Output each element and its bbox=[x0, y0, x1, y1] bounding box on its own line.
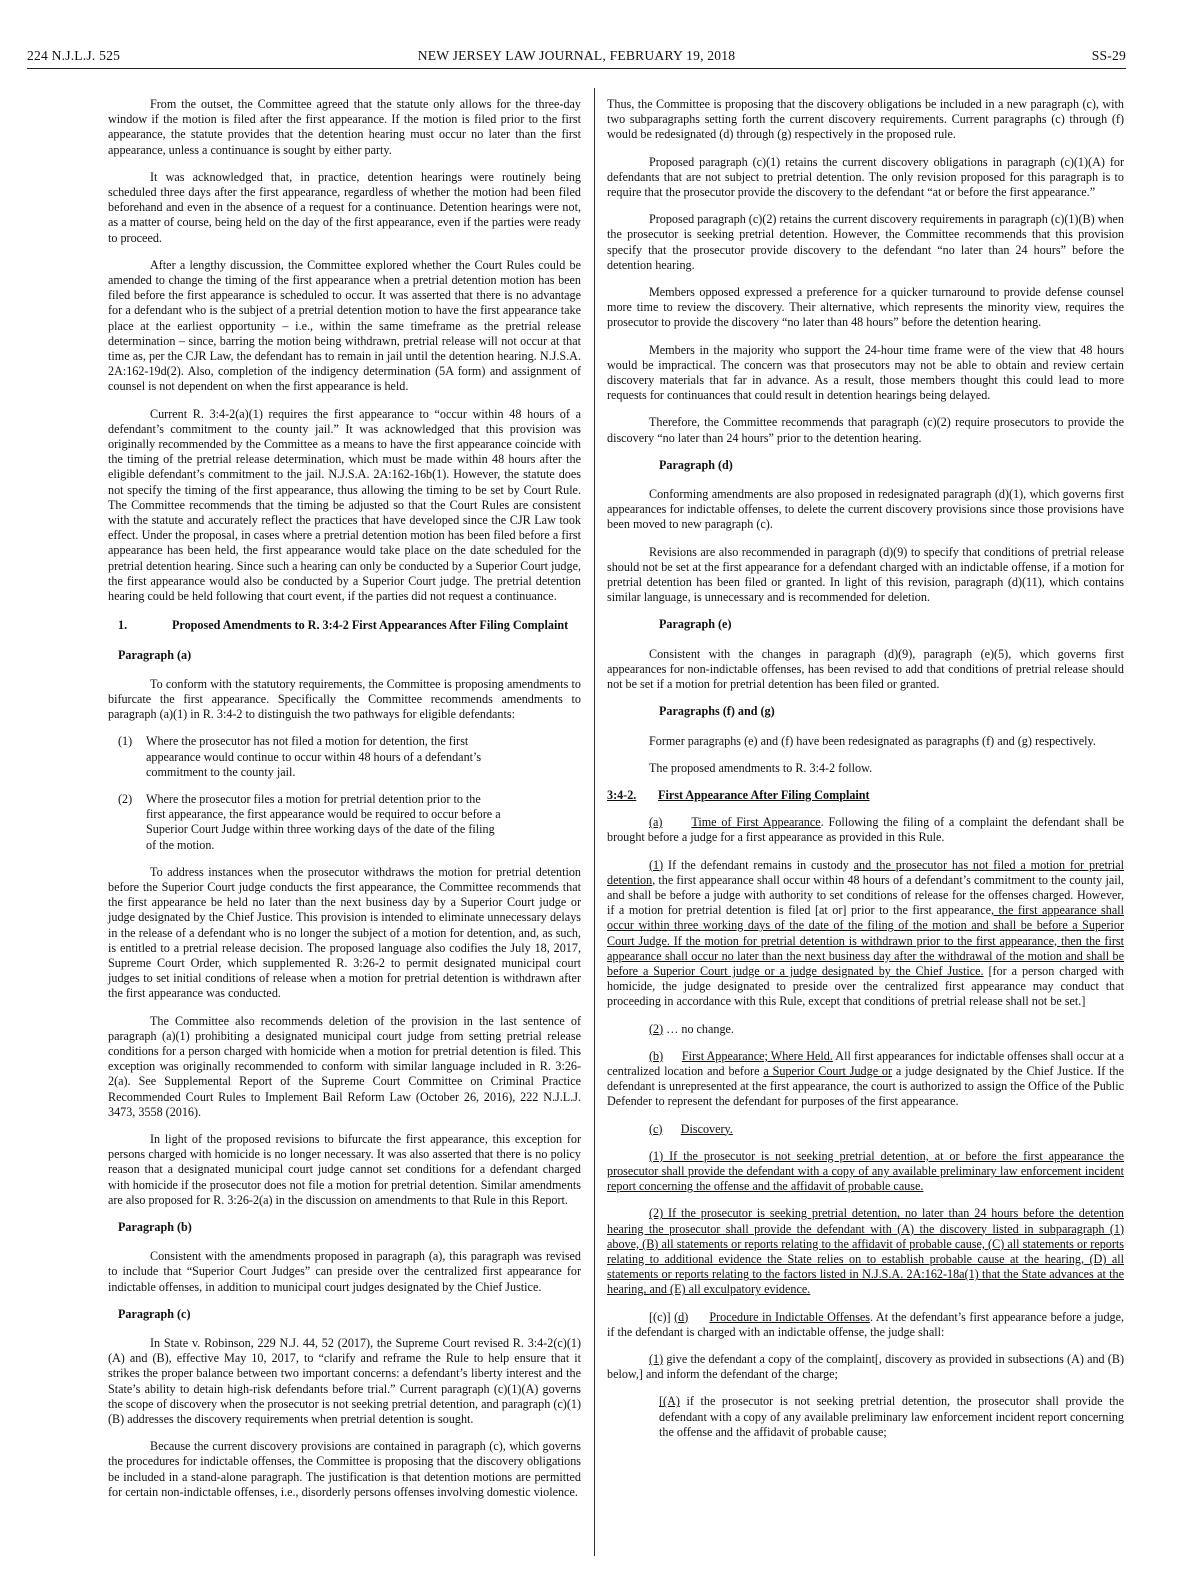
clause-label: (1) bbox=[649, 1352, 664, 1366]
paragraph: To address instances when the prosecutor withdraws the motion for pretrial detention before the Superior Court judge conducts the first appearance, the Committee recommends that the first appearance be held no later than the next business day by a Superior Court judge or judge designated by the Chief Justice. This provision is intended to eliminate unnecessary delays in the release of a defendant who is no longer the subject of a motion for detention, and, as such, is entitled to a pretrial release decision. The proposed language also codifies the July 18, 2017, Supreme Court Order, which supplemented R. 3:26-2 to permit designated municipal court judges to set initial conditions of release when a motion for pretrial detention is withdrawn after the first appearance was conducted. bbox=[108, 864, 581, 1001]
inserted-text: If the prosecutor is seeking pretrial detention, no later than 24 hours before the detention hearing the prosecutor shall provide the defendant with (A) the discovery listed in subparagraph (1) above, (B) all statements or reports relating to the affidavit of probable cause, (C) all statements or reports relating to additional evidence the State relies on to establish probable cause at the hearing, (D) all statements or reports relating to the factors listed in N.J.S.A. 2A:162-18a(1) that the State advances at the hearing, and (E) all exculpatory evidence. bbox=[607, 1206, 1124, 1297]
paragraph: Consistent with the amendments proposed in paragraph (a), this paragraph was revised to include that “Superior Court Judges” can preside over the centralized first appearance for indictable offenses, in addition to municipal court judges designated by the Chief Justice. bbox=[108, 1249, 581, 1294]
paragraph: Current R. 3:4-2(a)(1) requires the first appearance to “occur within 48 hours of a defendant’s commitment to the county jail.” It was acknowledged that this provision was originally recommended by the Committee as a means to have the first appearance coincide with the timing of the pretrial release determination, which must be made within 48 hours after the eligible defendant’s commitment to the jail. N.J.S.A. 2A:162-16b(1). However, the statute does not specify the timing of the first appearance, thus allowing the timing to be set by Court Rule. The Committee recommends that the timing be adjusted so that the Court Rules are consistent with the statute and accurately reflect the practices that have developed since the CJR Law took effect. Under the proposal, in cases where a pretrial detention motion has been filed before a first appearance has been held, the first appearance would take place on the date scheduled for the pretrial detention hearing. Since such a hearing can only be conducted by a Superior Court judge, the first appearance would also be conducted by a Superior Court judge. The pretrial detention hearing could be held following that court event, if the parties did not request a continuance. bbox=[108, 406, 581, 604]
rule-paragraph-dA bbox=[659, 1394, 1124, 1440]
paragraph: Thus, the Committee is proposing that the discovery obligations be included in a new paragraph (c), with two subparagraphs setting forth the current discovery requirements. Current paragraphs (c) through (f) would be redesignated (d) through (g) respectively in the proposed rule. bbox=[607, 97, 1124, 142]
clause-label: (d) bbox=[674, 1309, 689, 1324]
paragraph: Consistent with the changes in paragraph (d)(9), paragraph (e)(5), which governs first appearances for non-indictable offenses, has been revised to add that conditions of pretrial release should not be set if a motion for pretrial detention has been filed or granted. bbox=[607, 646, 1124, 692]
clause-caption: First Appearance; Where Held. bbox=[681, 1048, 833, 1063]
clause-text: , the first appearance shall occur within 48 hours of a defendant’s commitment to the county jail, and shall be before a judge with authority to set conditions of release for the offenses charged. However, if a motion for pretrial detention is filed [at or] prior to the first appearance bbox=[607, 872, 1124, 918]
paragraph: In State v. Robinson, 229 N.J. 44, 52 (2017), the Supreme Court revised R. 3:4-2(c)(1)(A) and (B), effective May 10, 2017, to “clarify and reframe the Rule to help ensure that it strikes the proper balance between two important concerns: a defendant’s liberty interest and the State’s ability to detain high-risk defendants before trial.” Current paragraph (c)(1)(A) governs the scope of discovery when the prosecutor is not seeking pretrial detention, and paragraph (c)(1)(B) addresses the discovery requirements when pretrial detention is sought. bbox=[108, 1336, 581, 1427]
clause-text: give the defendant a copy of the complaint[, discovery as provided in subsections (A) and (B) below,] and inform the defendant of the charge; bbox=[607, 1352, 1124, 1382]
rule-paragraph-a1 bbox=[607, 858, 1124, 1010]
clause-label: (1) bbox=[649, 1148, 664, 1163]
paragraph: Proposed paragraph (c)(2) retains the current discovery requirements in paragraph (c)(1)(B) when the prosecutor is seeking pretrial detention. However, the Committee recommends that this provision specify that the prosecutor provide discovery to the defendant “no later than 24 hours” before the detention hearing. bbox=[607, 212, 1124, 272]
rule-paragraph-a bbox=[607, 815, 1124, 845]
section-number: 1. bbox=[118, 618, 128, 633]
clause-text: All first appearances for indictable offenses shall occur at a centralized location and before bbox=[607, 1048, 1124, 1078]
clause-text: . Following the filing of a complaint the defendant shall be brought before a judge for a first appearance as provided in this Rule. bbox=[607, 815, 1125, 845]
rule-paragraph-a2 bbox=[607, 1022, 1124, 1037]
rule-heading bbox=[607, 788, 1124, 803]
clause-text: … no change. bbox=[663, 1021, 734, 1036]
rule-paragraph-b bbox=[607, 1049, 1124, 1110]
list-number: (2) bbox=[118, 791, 133, 806]
rule-paragraph-c2 bbox=[607, 1206, 1124, 1297]
subheading-paragraph-e: Paragraph (e) bbox=[659, 617, 732, 632]
right-column bbox=[607, 97, 1124, 1452]
clause-label: (b) bbox=[649, 1048, 664, 1063]
section-title: Proposed Amendments to R. 3:4-2 First Appearances After Filing Complaint bbox=[172, 618, 569, 633]
clause-text: If the defendant remains in custody bbox=[663, 857, 854, 872]
subheading-paragraph-d: Paragraph (d) bbox=[659, 457, 733, 472]
page-number: SS-29 bbox=[1091, 48, 1126, 63]
section-heading bbox=[118, 618, 581, 633]
paragraph: In light of the proposed revisions to bifurcate the first appearance, this exception for persons charged with homicide is no longer necessary. It was also asserted that there is no policy reason that a designated municipal court judge cannot set conditions for a defendant charged with homicide if the prosecutor does not file a motion for pretrial detention. Similar amendments are also proposed for R. 3:26-2(a) in the discussion on amendments to that Rule in this Report. bbox=[108, 1131, 581, 1207]
list-item bbox=[118, 792, 501, 853]
clause-caption: Time of First Appearance bbox=[691, 815, 821, 830]
paragraph: Former paragraphs (e) and (f) have been redesignated as paragraphs (f) and (g) respectively. bbox=[649, 733, 1096, 748]
running-header bbox=[27, 46, 1126, 69]
paragraph: Therefore, the Committee recommends that paragraph (c)(2) require prosecutors to provide the discovery “no later than 24 hours” prior to the detention hearing. bbox=[607, 415, 1124, 445]
deleted-text: if the prosecutor is not seeking pretrial detention, the prosecutor shall provide the defendant with a copy of any available preliminary law enforcement incident report concerning the offense and the affidavit of probable cause; bbox=[659, 1394, 1124, 1439]
subheading-paragraph-b: Paragraph (b) bbox=[118, 1220, 192, 1234]
list-item bbox=[118, 734, 501, 780]
rule-paragraph-c1 bbox=[607, 1149, 1124, 1195]
paragraph: Members opposed expressed a preference for a quicker turnaround to provide defense counsel more time to review the discovery. Their alternative, which represents the minority view, requires the prosecutor to provide the discovery “no later than 48 hours” before the detention hearing. bbox=[607, 285, 1124, 330]
paragraph: To conform with the statutory requirements, the Committee is proposing amendments to bifurcate the first appearance. Specifically the Committee recommends amendments to paragraph (a)(1) in R. 3:4-2 to distinguish the two pathways for eligible defendants: bbox=[108, 676, 581, 722]
rule-title: First Appearance After Filing Complaint bbox=[658, 787, 870, 802]
deleted-text: [for a person charged with homicide, the judge designated to preside over the centralized first appearance may conduct that proceeding in accordance with this Rule, except that conditions of pretrial release shall not be set.] bbox=[607, 963, 1124, 1009]
paragraph: The Committee also recommends deletion of the provision in the last sentence of paragraph (a)(1) prohibiting a designated municipal court judge from setting pretrial release conditions for a person charged with homicide when a motion for pretrial detention is filed. This exception was originally recommended to conform with similar language included in R. 3:26-2(a). See Supplemental Report of the Supreme Court Committee on Criminal Practice Recommended Court Rules to Implement Bail Reform Law (October 26, 2016), 222 N.J.L.J. 3473, 3558 (2016). bbox=[108, 1013, 581, 1119]
clause-label: (c) bbox=[649, 1121, 663, 1136]
deleted-label: [(c)] bbox=[649, 1309, 671, 1324]
clause-caption: Procedure in Indictable Offenses bbox=[709, 1309, 871, 1324]
clause-label: (2) bbox=[649, 1206, 664, 1221]
subheading-paragraph-c: Paragraph (c) bbox=[118, 1306, 191, 1321]
inserted-text: , the first appearance shall occur within three working days of the date of the filing of the motion and shall be before a Superior Court Judge. If the motion for pretrial detention is withdrawn prior to the first appearance, then the first appearance shall occur no later than the next business day after the withdrawal of the motion and shall be before a Superior Court judge or a judge designated by the Chief Justice. bbox=[607, 903, 1124, 978]
paragraph: Revisions are also recommended in paragraph (d)(9) to specify that conditions of pretrial release should not be set at the first appearance for a defendant charged with an indictable offense, if a motion for pretrial detention has been filed or granted. In light of this revision, paragraph (d)(11), which contains similar language, is unnecessary and is recommended for deletion. bbox=[607, 544, 1124, 605]
paragraph: Conforming amendments are also proposed in redesignated paragraph (d)(1), which governs first appearances for indictable offenses, to delete the current discovery provisions since those provisions have been moved to new paragraph (c). bbox=[607, 487, 1124, 532]
journal-title: NEW JERSEY LAW JOURNAL, FEBRUARY 19, 2018 bbox=[417, 48, 736, 63]
clause-caption: Discovery. bbox=[680, 1121, 733, 1136]
inserted-text: a Superior Court Judge or bbox=[763, 1063, 893, 1078]
rule-paragraph-d1 bbox=[607, 1352, 1124, 1382]
clause-text: a judge designated by the Chief Justice. If the defendant is unrepresented at the first appearance, the court is authorized to assign the Office of the Public Defender to represent the defendant for purposes of the first appearance. bbox=[607, 1063, 1125, 1109]
inserted-text: and the prosecutor has not filed a motion for pretrial detention bbox=[607, 857, 1124, 887]
clause-label: [(A) bbox=[659, 1394, 680, 1409]
rule-number: 3:4-2. bbox=[607, 787, 637, 802]
citation: 224 N.J.L.J. 525 bbox=[27, 48, 121, 63]
clause-label: (2) bbox=[649, 1021, 664, 1036]
paragraph: Proposed paragraph (c)(1) retains the current discovery obligations in paragraph (c)(1)(A) for defendants that are not subject to pretrial detention. The only revision proposed for this paragraph is to require that the prosecutor provide the discovery to the defendant “at or before the first appearance.” bbox=[607, 154, 1124, 200]
subheading-paragraphs-f-g: Paragraphs (f) and (g) bbox=[659, 704, 775, 719]
rule-paragraph-d bbox=[607, 1310, 1124, 1340]
list-number: (1) bbox=[118, 734, 133, 749]
column-divider bbox=[594, 88, 595, 1556]
clause-label: (1) bbox=[649, 857, 664, 872]
paragraph: The proposed amendments to R. 3:4-2 follow. bbox=[649, 760, 873, 775]
paragraph: It was acknowledged that, in practice, detention hearings were routinely being scheduled three days after the first appearance, regardless of whether the motion had been filed beforehand and even in the absence of a request for a continuance. Detention hearings were not, as a matter of course, being held on the day of the first appearance, even if the parties were ready to proceed. bbox=[108, 169, 581, 245]
list-text: Where the prosecutor files a motion for pretrial detention prior to the first appearance, the first appearance would be required to occur before a Superior Court Judge within three working days of the date of the filing of the motion. bbox=[146, 791, 501, 852]
left-column bbox=[108, 97, 581, 1512]
inserted-text: If the prosecutor is not seeking pretrial detention, at or before the first appearance the prosecutor shall provide the defendant with a copy of any available preliminary law enforcement incident report concerning the offense and the affidavit of probable cause. bbox=[607, 1148, 1124, 1194]
paragraph: From the outset, the Committee agreed that the statute only allows for the three-day window if the motion is filed after the first appearance. If the motion is filed prior to the first appearance, the statute provides that the detention hearing must occur no later than the first appearance, unless a continuance is sought by either party. bbox=[108, 97, 581, 157]
rule-paragraph-c bbox=[607, 1122, 1124, 1137]
clause-label: (a) bbox=[649, 815, 663, 830]
paragraph: Members in the majority who support the 24-hour time frame were of the view that 48 hours would be impractical. The concern was that prosecutors may not be able to obtain and review certain discovery materials that far in advance. As a result, those members thought this could lead to more requests for continuances that could result in detention hearings being delayed. bbox=[607, 342, 1124, 403]
paragraph: After a lengthy discussion, the Committee explored whether the Court Rules could be amended to change the timing of the first appearance when a pretrial detention motion has been filed before the first appearance is scheduled to occur. It was asserted that there is no advantage for a defendant who is the subject of a pretrial detention motion to have the first appearance take place at the earliest opportunity – i.e., within the same timeframe as the pretrial release determination – since, barring the motion being withdrawn, pretrial release will not occur at that time as, per the CJR Law, the defendant has to remain in jail until the detention hearing. N.J.S.A. 2A:162-19d(2). Also, completion of the indigency determination (5A form) and assignment of counsel is not dependent on when the first appearance is held. bbox=[108, 257, 581, 394]
subheading-paragraph-a: Paragraph (a) bbox=[118, 647, 192, 662]
list-text: Where the prosecutor has not filed a motion for detention, the first appearance would continue to occur within 48 hours of a defendant’s commitment to the county jail. bbox=[146, 734, 482, 779]
clause-text: . At the defendant’s first appearance before a judge, if the defendant is charged with an indictable offense, the judge shall: bbox=[607, 1309, 1125, 1339]
paragraph: Because the current discovery provisions are contained in paragraph (c), which governs the procedures for indictable offenses, the Committee is proposing that the discovery obligations be included in a stand-alone paragraph. The justification is that detention motions are permitted for certain non-indictable offenses, i.e., disorderly persons offenses involving domestic violence. bbox=[108, 1439, 581, 1499]
